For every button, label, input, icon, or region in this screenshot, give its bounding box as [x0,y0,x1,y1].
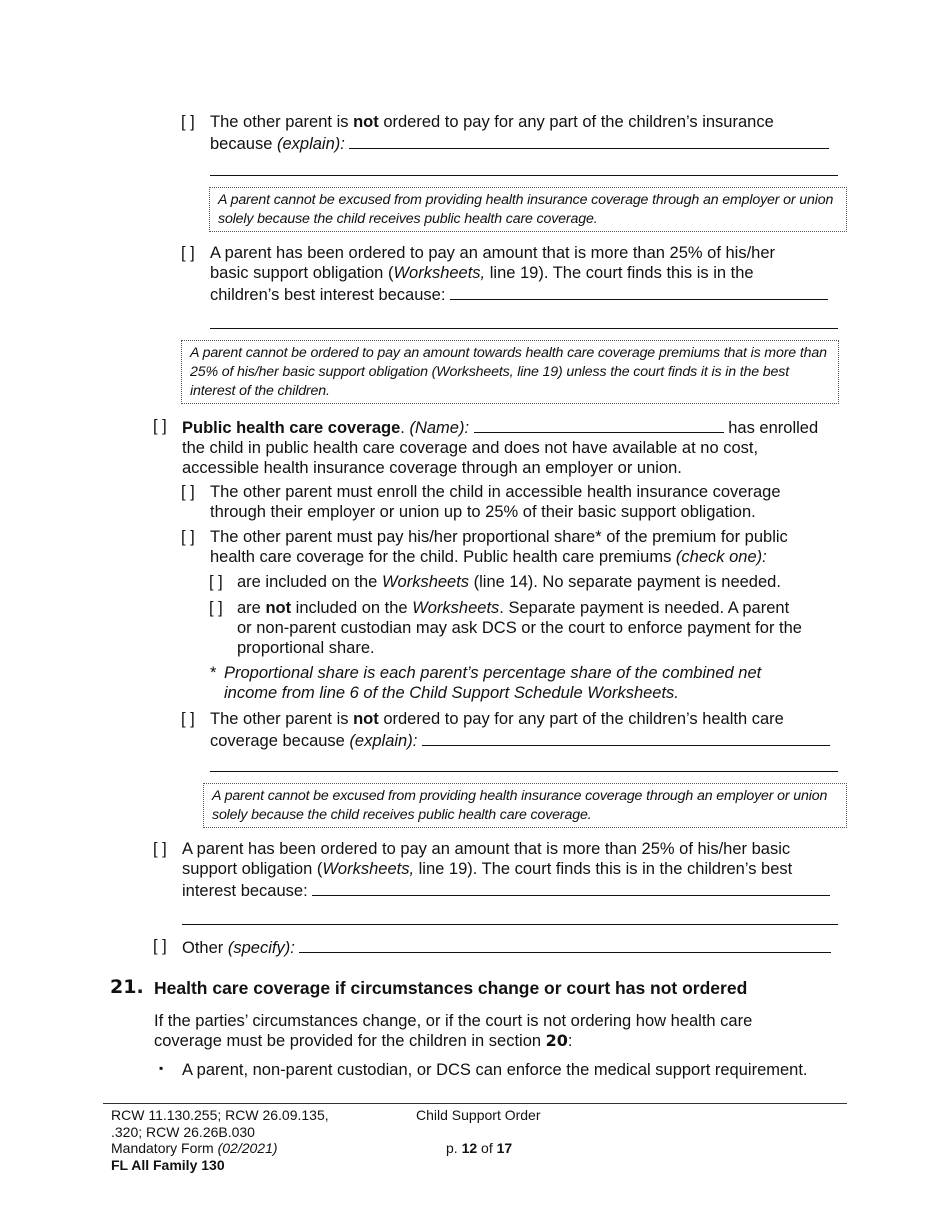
note-excused-public: A parent cannot be excused from providing health insurance coverage through an employer or union solely because the child receives public health care coverage. [203,783,847,828]
explain-field-line2[interactable] [210,175,838,176]
footnote-star: * [210,664,217,682]
checkbox-other-parent-not-ordered-insurance[interactable]: [ ] [181,113,195,131]
checkbox-proportional-share[interactable]: [ ] [181,528,195,546]
best-interest-field-2[interactable] [312,879,830,896]
checkbox-more-than-25-percent[interactable]: [ ] [181,244,195,262]
footer-form-title: Child Support Order [416,1107,541,1123]
public-health-care-text: Public health care coverage. (Name): has enrolled the child in public health care coverage and does not have available at no cost, accessible health insurance coverage through an employer or union. [182,416,852,478]
checkbox-public-health-care[interactable]: [ ] [153,417,167,435]
footer-divider [103,1103,847,1104]
best-interest-field-line2[interactable] [210,328,838,329]
more-than-25-percent-text: A parent has been ordered to pay an amount that is more than 25% of his/her basic support obligation (Worksheets, line 19). The court finds this is in the children’s best interest because: [210,243,850,305]
best-interest-field[interactable] [450,283,828,300]
checkbox-other-parent-not-ordered-health[interactable]: [ ] [181,710,195,728]
specify-field[interactable] [299,936,831,953]
footer-page-number: p. 12 of 17 [446,1140,513,1156]
checkbox-other[interactable]: [ ] [153,937,167,955]
other-parent-not-ordered-health-text: The other parent is not ordered to pay for any part of the children’s health care coverage because (explain): [210,709,850,751]
section-paragraph: If the parties’ circumstances change, or if the court is not ordering how health care coverage must be provided for the children in section 20: [154,1012,753,1050]
note-premiums-25-percent: A parent cannot be ordered to pay an amount towards health care coverage premiums that is more than 25% of his/her basic support obligation (Worksheets, line 19) unless the court finds it is in the best interest of the children. [181,340,839,404]
explain-field[interactable] [349,132,829,149]
explain-field-health-line2[interactable] [210,771,838,772]
premiums-included-text: are included on the Worksheets (line 14). No separate payment is needed. [237,573,781,591]
checkbox-more-than-25-percent-2[interactable]: [ ] [153,840,167,858]
best-interest-field-2-line2[interactable] [182,924,838,925]
premiums-not-included-text: are not included on the Worksheets. Separate payment is needed. A parent or non-parent custodian may ask DCS or the court to enforce payment for the proportional share. [237,599,802,657]
checkbox-must-enroll[interactable]: [ ] [181,483,195,501]
proportional-share-text: The other parent must pay his/her proportional share* of the premium for public health care coverage for the child. Public health care premiums (check one): [210,528,788,566]
name-field[interactable] [474,416,724,433]
note-excused-insurance: A parent cannot be excused from providing health insurance coverage through an employer or union solely because the child receives public health care coverage. [209,187,847,232]
checkbox-premiums-included[interactable]: [ ] [209,573,223,591]
footer-left: RCW 11.130.255; RCW 26.09.135, .320; RCW 26.26B.030 Mandatory Form (02/2021) FL All Family 130 [111,1107,329,1173]
other-parent-not-ordered-insurance-text: The other parent is not ordered to pay for any part of the children’s insurance because (explain): [210,112,850,154]
checkbox-premiums-not-included[interactable]: [ ] [209,599,223,617]
section-title: Health care coverage if circumstances change or court has not ordered [154,978,748,998]
section-number: 21. [110,976,144,998]
explain-field-health[interactable] [422,729,830,746]
other-text: Other (specify): [182,936,852,958]
footnote-text: Proportional share is each parent’s percentage share of the combined net income from line 6 of the Child Support Schedule Worksheets. [224,664,762,702]
must-enroll-text: The other parent must enroll the child in accessible health insurance coverage through their employer or union up to 25% of their basic support obligation. [210,483,781,521]
more-than-25-percent-text-2: A parent has been ordered to pay an amount that is more than 25% of his/her basic support obligation (Worksheets, line 19). The court finds this is in the children’s best interest because: [182,839,852,901]
bullet-text: A parent, non-parent custodian, or DCS can enforce the medical support requirement. [182,1061,808,1079]
bullet-icon: ▪ [159,1061,164,1075]
